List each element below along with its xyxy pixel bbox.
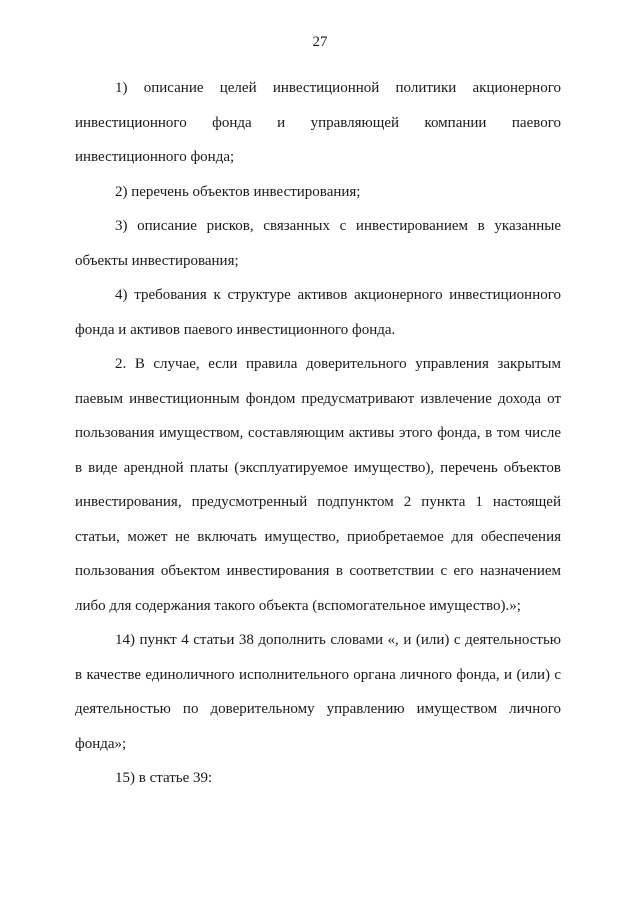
paragraph-item-14-article-38: 14) пункт 4 статьи 38 дополнить словами «, и (или) с деятельностью в качестве единоличного исполнительного органа личного фонда, и (или) с деятельностью по доверительному управлению имуществом личного фонда»; bbox=[75, 632, 561, 752]
paragraph-point-2-closed-fund: 2. В случае, если правила доверительного управления закрытым паевым инвестиционным фондом предусматривают извлечение дохода от пользования имуществом, составляющим активы этого фонда, в том числе в виде арендной платы (эксплуатируемое имущество), перечень объектов инвестирования, предусмотренный подпунктом 2 пункта 1 настоящей статьи, может не включать имущество, приобретаемое для обеспечения пользования объектом инвестирования в соответствии с его назначением либо для содержания такого объекта (вспомогательное имущество).»; bbox=[75, 356, 561, 614]
document-body bbox=[75, 71, 561, 796]
paragraph-item-4-asset-structure: 4) требования к структуре активов акционерного инвестиционного фонда и активов паевого инвестиционного фонда. bbox=[75, 287, 561, 338]
paragraph-item-1-description-of-goals: 1) описание целей инвестиционной политики акционерного инвестиционного фонда и управляющей компании паевого инвестиционного фонда; bbox=[75, 80, 561, 165]
paragraph-item-3-risk-description: 3) описание рисков, связанных с инвестированием в указанные объекты инвестирования; bbox=[75, 218, 561, 269]
paragraph-item-2-list-of-objects: 2) перечень объектов инвестирования; bbox=[115, 183, 361, 200]
paragraph-item-15-article-39: 15) в статье 39: bbox=[115, 770, 213, 786]
page-number: 27 bbox=[312, 34, 328, 50]
